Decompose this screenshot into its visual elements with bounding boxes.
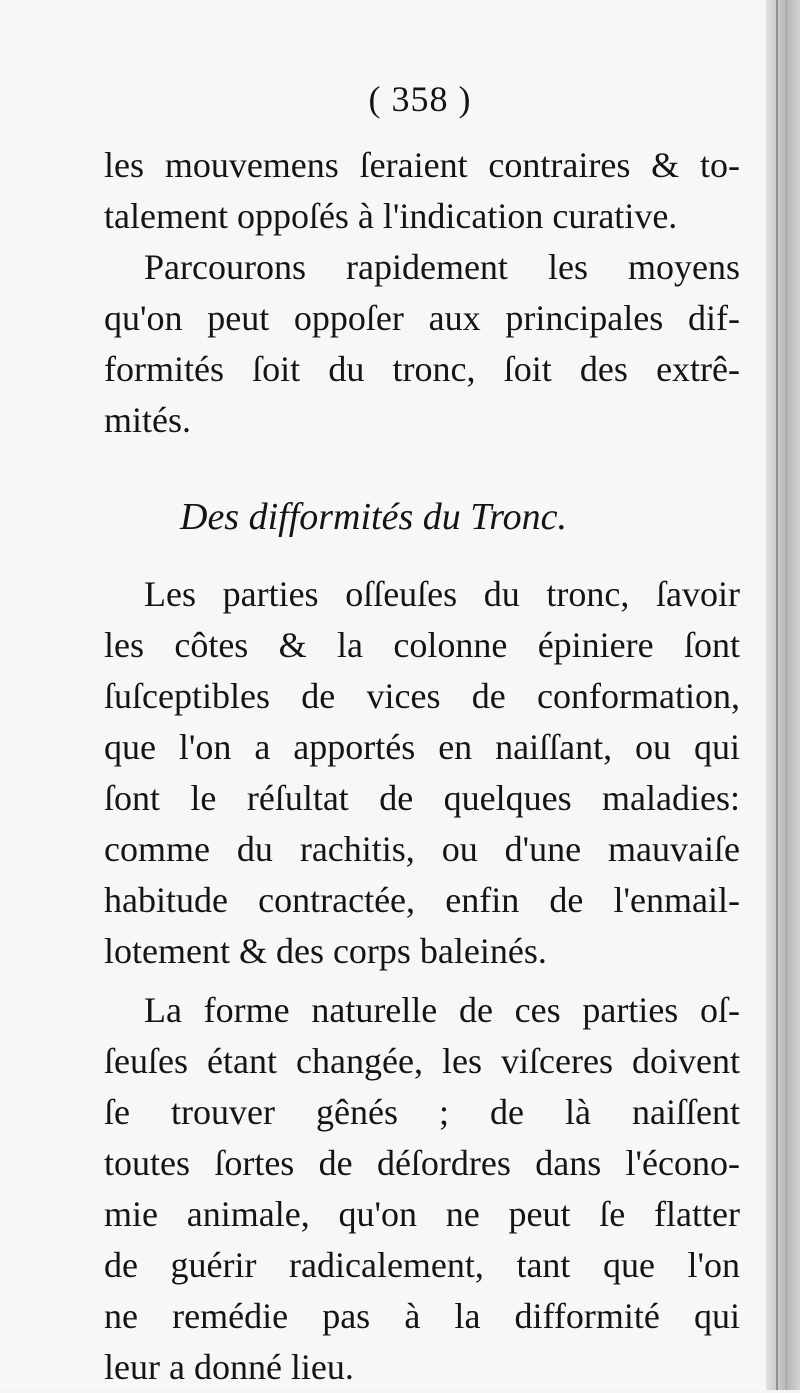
paragraph-1 [104, 140, 740, 242]
text-line: ne remédie pas à la difformité qui [104, 1296, 740, 1336]
text-line: ſeuſes étant changée, les viſceres doivent [104, 1041, 740, 1081]
text-line: les mouvemens ſeraient contraires & to- [104, 145, 740, 185]
text-line: formités ſoit du tronc, ſoit des extrê- [104, 349, 740, 389]
page-edge [766, 0, 800, 1390]
text-line: ſuſceptibles de vices de conformation, [104, 676, 740, 716]
text-line: mités. [104, 400, 191, 440]
paragraph-spacer [104, 977, 740, 985]
text-line: Parcourons rapidement les moyens [144, 247, 740, 287]
text-line: de guérir radicalement, tant que l'on [104, 1245, 740, 1285]
paragraph-2 [104, 242, 740, 446]
text-line: comme du rachitis, ou d'une mauvaiſe [104, 829, 740, 869]
text-line: leur a donné lieu. [104, 1347, 354, 1387]
text-line: Les parties oſſeuſes du tronc, ſavoir [144, 574, 740, 614]
text-line: les côtes & la colonne épiniere ſont [104, 625, 740, 665]
text-line: que l'on a apportés en naiſſant, ou qui [104, 727, 740, 767]
page-text [104, 140, 740, 1393]
text-line: talement oppoſés à l'indication curative. [104, 196, 678, 236]
text-line: lotement & des corps baleinés. [104, 931, 547, 971]
paragraph-4 [104, 985, 740, 1393]
text-line: toutes ſortes de déſordres dans l'écono- [104, 1143, 740, 1183]
text-line: ſont le réſultat de quelques maladies: [104, 778, 740, 818]
text-line: mie animale, qu'on ne peut ſe flatter [104, 1194, 740, 1234]
text-line: La forme naturelle de ces parties oſ- [144, 990, 740, 1030]
paragraph-3 [104, 569, 740, 977]
text-line: qu'on peut oppoſer aux principales dif- [104, 298, 740, 338]
page-number: ( 358 ) [368, 79, 472, 119]
section-heading: Des difformités du Tronc. [180, 496, 568, 538]
text-line: ſe trouver gênés ; de là naiſſent [104, 1092, 740, 1132]
text-line: habitude contractée, enfin de l'enmail- [104, 880, 740, 920]
